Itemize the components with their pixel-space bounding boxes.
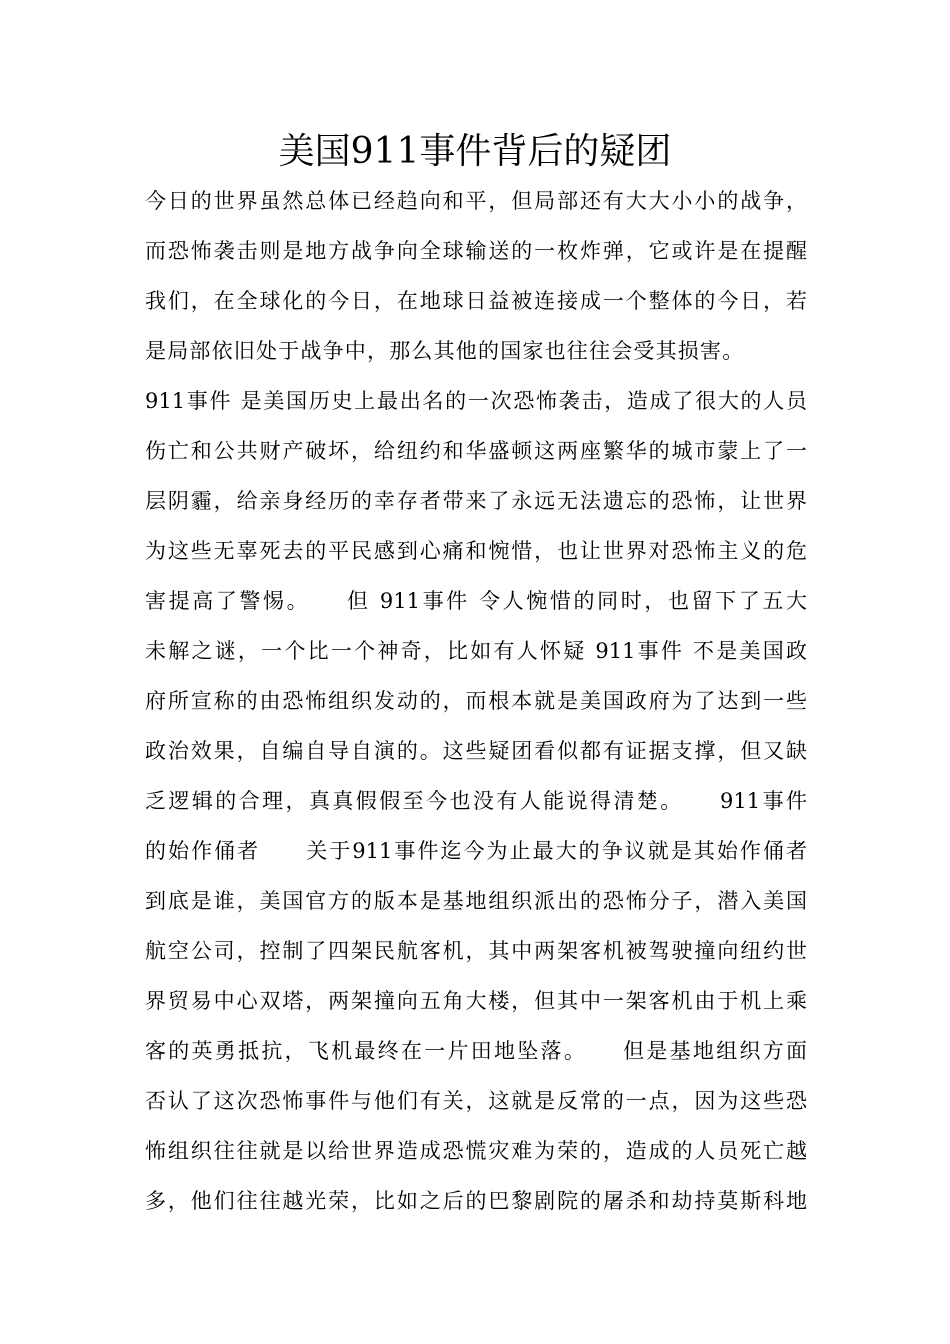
body-line-11: 府所宣称的由恐怖组织发动的，而根本就是美国政府为了达到一些 [145,689,807,713]
body-line-1: 今日的世界虽然总体已经趋向和平，但局部还有大大小小的战争， [145,189,807,213]
body-line-20: 怖组织往往就是以给世界造成恐慌灾难为荣的，造成的人员死亡越 [145,1139,807,1163]
body-line-5: 911事件 是美国历史上最出名的一次恐怖袭击，造成了很大的人员 [145,389,807,413]
document-title: 美国911事件背后的疑团 [278,131,672,172]
body-line-9: 害提高了警惕。 但 911事件 令人惋惜的同时，也留下了五大 [145,589,807,613]
body-line-8: 为这些无辜死去的平民感到心痛和惋惜，也让世界对恐怖主义的危 [145,539,807,563]
body-line-18: 客的英勇抵抗，飞机最终在一片田地坠落。 但是基地组织方面 [145,1039,807,1063]
body-line-17: 界贸易中心双塔，两架撞向五角大楼，但其中一架客机由于机上乘 [145,989,807,1013]
body-line-21: 多，他们往往越光荣，比如之后的巴黎剧院的屠杀和劫持莫斯科地 [145,1189,807,1213]
body-line-7: 层阴霾，给亲身经历的幸存者带来了永远无法遗忘的恐怖，让世界 [145,489,807,513]
body-line-15: 到底是谁，美国官方的版本是基地组织派出的恐怖分子，潜入美国 [145,889,807,913]
body-line-2: 而恐怖袭击则是地方战争向全球输送的一枚炸弹，它或许是在提醒 [145,239,807,263]
body-line-14: 的始作俑者 关于911事件迄今为止最大的争议就是其始作俑者 [145,839,807,863]
body-line-12: 政治效果，自编自导自演的。这些疑团看似都有证据支撑，但又缺 [145,739,807,763]
body-line-19: 否认了这次恐怖事件与他们有关，这就是反常的一点，因为这些恐 [145,1089,807,1113]
body-line-16: 航空公司，控制了四架民航客机，其中两架客机被驾驶撞向纽约世 [145,939,807,963]
body-line-10: 未解之谜，一个比一个神奇，比如有人怀疑 911事件 不是美国政 [145,639,807,663]
body-line-6: 伤亡和公共财产破坏，给纽约和华盛顿这两座繁华的城市蒙上了一 [145,439,807,463]
body-line-4: 是局部依旧处于战争中，那么其他的国家也往往会受其损害。 [145,339,745,363]
body-line-13: 乏逻辑的合理，真真假假至今也没有人能说得清楚。 911事件 [145,789,807,813]
body-line-3: 我们，在全球化的今日，在地球日益被连接成一个整体的今日，若 [145,289,807,313]
